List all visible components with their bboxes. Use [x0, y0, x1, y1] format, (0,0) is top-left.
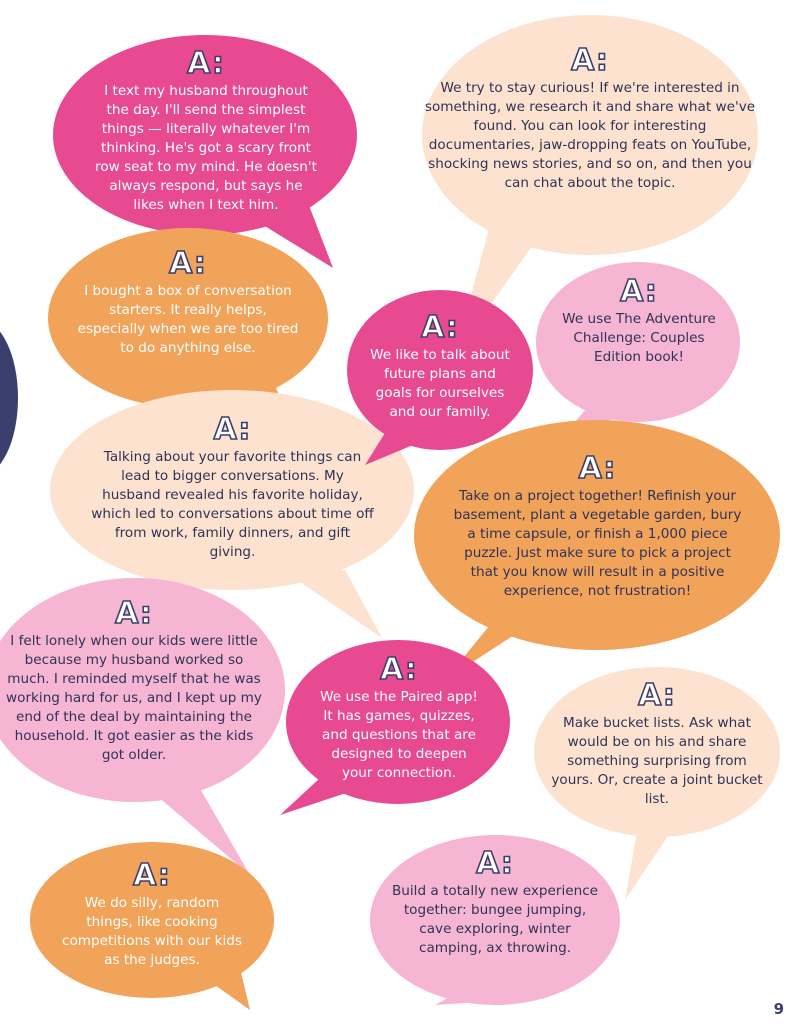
answer-label: A: — [638, 678, 676, 713]
bubble-10-body: Make bucket lists. Ask what would be on his and share something surprising from yours. Or, create a joint bucket list. — [551, 715, 763, 807]
decorative-navy-circle — [0, 320, 18, 476]
bubble-12-body: Build a totally new experience together: bungee jumping, cave exploring, winter camping, ax throwing. — [391, 883, 599, 956]
answer-label: A: — [380, 652, 418, 687]
bubble-5-text — [365, 312, 515, 422]
answer-label: A: — [169, 246, 207, 281]
answer-label: A: — [620, 274, 658, 309]
bubble-10-text — [547, 680, 767, 809]
bubble-5-body: We like to talk about future plans and goals for ourselves and our family. — [370, 347, 510, 420]
bubble-11-body: We do silly, random things, like cooking competitions with our kids as the judges. — [62, 895, 242, 968]
bubble-2-body: We try to stay curious! If we're interested in something, we research it and share what we've found. You can look for interesting documentaries, jaw-dropping feats on YouTube, shocking news stories, and so on, and then you can chat about the topic. — [424, 80, 756, 191]
bubble-8-body: I felt lonely when our kids were little because my husband worked so much. I reminded myself that he was working hard for us, and I kept up my end of the deal by maintaining the household. It got easier as the kids got older. — [6, 633, 262, 763]
answer-label: A: — [578, 451, 617, 486]
bubble-9-text — [316, 654, 482, 783]
bubble-1-text — [95, 48, 317, 215]
bubble-3-text — [75, 248, 301, 358]
bubble-7-text — [450, 453, 745, 601]
bubble-9-body: We use the Paired app! It has games, quizzes, and questions that are designed to deepen your connection. — [320, 689, 478, 781]
bubble-1-body: I text my husband throughout the day. I'll send the simplest things — literally whatever I'm thinking. He's got a scary front row seat to my mind. He doesn't always respond, but says he likes when I text him. — [95, 83, 317, 213]
answer-label: A: — [571, 43, 609, 78]
page-number: 9 — [773, 1000, 784, 1018]
bubble-3-body: I bought a box of conversation starters. It really helps, especially when we are too tired to do anything else. — [77, 283, 299, 356]
bubble-6-text — [90, 414, 375, 562]
answer-label: A: — [187, 46, 225, 81]
bubble-11-text — [60, 860, 244, 970]
bubble-8-text — [5, 598, 263, 765]
bubble-4-body: We use The Adventure Challenge: Couples Edition book! — [562, 311, 716, 365]
bubble-6-body: Talking about your favorite things can lead to bigger conversations. My husband revealed his favorite holiday, which led to conversations about time off from work, family dinners, and gift giving. — [91, 449, 374, 560]
answer-label: A: — [213, 412, 252, 447]
bubble-7-body: Take on a project together! Refinish your basement, plant a vegetable garden, bury a time capsule, or finish a 1,000 piece puzzle. Just make sure to pick a project that you know will result in a positive experience, not frustration! — [453, 488, 742, 599]
answer-label: A: — [421, 310, 459, 345]
answer-label: A: — [115, 596, 153, 631]
bubble-2-text — [420, 45, 760, 193]
bubble-12-text — [387, 848, 603, 958]
bubble-4-text — [556, 276, 722, 367]
answer-label: A: — [133, 858, 171, 893]
answer-label: A: — [476, 846, 514, 881]
